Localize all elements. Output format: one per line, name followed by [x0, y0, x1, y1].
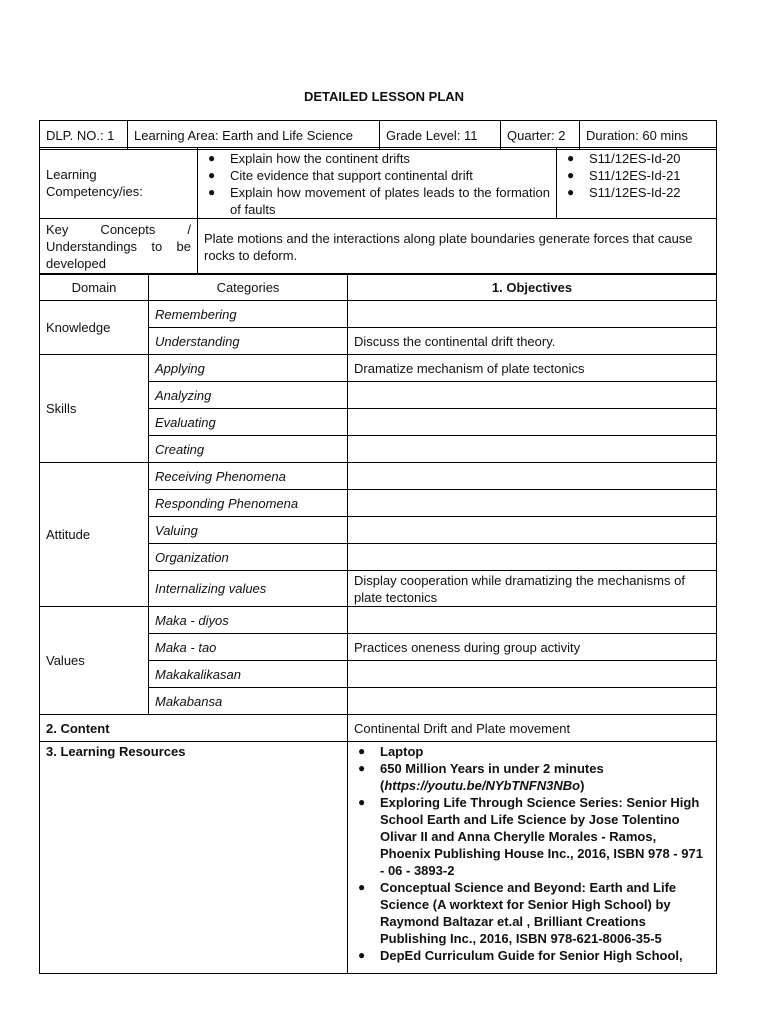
content-value: Continental Drift and Plate movement — [348, 715, 717, 742]
category-cell: Internalizing values — [149, 571, 348, 607]
competency-list-cell — [198, 148, 557, 219]
category-cell: Remembering — [149, 301, 348, 328]
list-item: ● S11/12ES-Id-21 — [563, 167, 710, 184]
domain-skills: Skills — [40, 355, 149, 463]
objective-cell — [348, 436, 717, 463]
quarter: Quarter: 2 — [501, 121, 580, 150]
list-item: ● Conceptual Science and Beyond: Earth and Life Science (A worktext for Senior High School) by Raymond Baltazar et.al , Brilliant Creations Publishing Inc., 2016, ISBN 978-621-8006-35-5 — [354, 879, 710, 947]
duration: Duration: 60 mins — [580, 121, 717, 150]
objective-cell: Discuss the continental drift theory. — [348, 328, 717, 355]
resources-label: 3. Learning Resources — [40, 742, 348, 974]
objective-cell — [348, 688, 717, 715]
category-cell: Makakalikasan — [149, 661, 348, 688]
resources-list — [354, 743, 710, 964]
category-cell: Maka - diyos — [149, 607, 348, 634]
list-item — [354, 760, 710, 794]
competency-table — [39, 147, 716, 275]
key-concepts-text: Plate motions and the interactions along plate boundaries generate forces that cause rocks to deform. — [198, 219, 717, 275]
objective-cell — [348, 661, 717, 688]
domain-knowledge: Knowledge — [40, 301, 149, 355]
competency-label: Learning Competency/ies: — [40, 148, 198, 219]
dlp-number: DLP. NO.: 1 — [40, 121, 128, 150]
domain-header: Domain — [40, 274, 149, 301]
objective-cell: Dramatize mechanism of plate tectonics — [348, 355, 717, 382]
learning-area: Learning Area: Earth and Life Science — [128, 121, 380, 150]
objectives-table — [39, 273, 716, 974]
list-item: ● S11/12ES-Id-22 — [563, 184, 710, 201]
grade-level: Grade Level: 11 — [380, 121, 501, 150]
list-item: ● Cite evidence that support continental drift — [204, 167, 550, 184]
list-item: ● S11/12ES-Id-20 — [563, 150, 710, 167]
header-table — [39, 120, 716, 150]
resource-text: 650 Million Years in under 2 minutes ( — [380, 761, 604, 793]
resource-link[interactable]: https://youtu.be/NYbTNFN3NBo — [384, 778, 581, 793]
category-cell: Organization — [149, 544, 348, 571]
objective-cell — [348, 607, 717, 634]
objective-cell — [348, 382, 717, 409]
objective-cell — [348, 409, 717, 436]
objective-cell — [348, 463, 717, 490]
competency-list — [204, 150, 550, 218]
objectives-header: 1. Objectives — [348, 274, 717, 301]
list-item: ● DepEd Curriculum Guide for Senior High School, — [354, 947, 710, 964]
objective-cell — [348, 544, 717, 571]
resources-cell — [348, 742, 717, 974]
key-concepts-label: Key Concepts / Understandings to be developed — [40, 219, 198, 275]
objective-cell — [348, 490, 717, 517]
document-title: DETAILED LESSON PLAN — [303, 89, 465, 104]
category-cell: Analyzing — [149, 382, 348, 409]
category-cell: Valuing — [149, 517, 348, 544]
category-cell: Understanding — [149, 328, 348, 355]
domain-attitude: Attitude — [40, 463, 149, 607]
objective-cell: Display cooperation while dramatizing the mechanisms of plate tectonics — [348, 571, 717, 607]
category-cell: Maka - tao — [149, 634, 348, 661]
category-cell: Responding Phenomena — [149, 490, 348, 517]
objective-cell: Practices oneness during group activity — [348, 634, 717, 661]
list-item: ● Laptop — [354, 743, 710, 760]
resource-text: ) — [580, 778, 585, 793]
competency-codes — [563, 150, 710, 201]
domain-values: Values — [40, 607, 149, 715]
category-cell: Makabansa — [149, 688, 348, 715]
competency-codes-cell — [557, 148, 717, 219]
categories-header: Categories — [149, 274, 348, 301]
list-item: ● Explain how movement of plates leads to the formation of faults — [204, 184, 550, 218]
list-item: ● Explain how the continent drifts — [204, 150, 550, 167]
objective-cell — [348, 301, 717, 328]
category-cell: Receiving Phenomena — [149, 463, 348, 490]
category-cell: Evaluating — [149, 409, 348, 436]
category-cell: Applying — [149, 355, 348, 382]
category-cell: Creating — [149, 436, 348, 463]
objective-cell — [348, 517, 717, 544]
content-label: 2. Content — [40, 715, 348, 742]
list-item: ● Exploring Life Through Science Series: Senior High School Earth and Life Science by Jose Tolentino Olivar II and Anna Cherylle Morales - Ramos, Phoenix Publishing House Inc., 2016, ISBN 978 - 971 - 06 - 3893-2 — [354, 794, 710, 879]
